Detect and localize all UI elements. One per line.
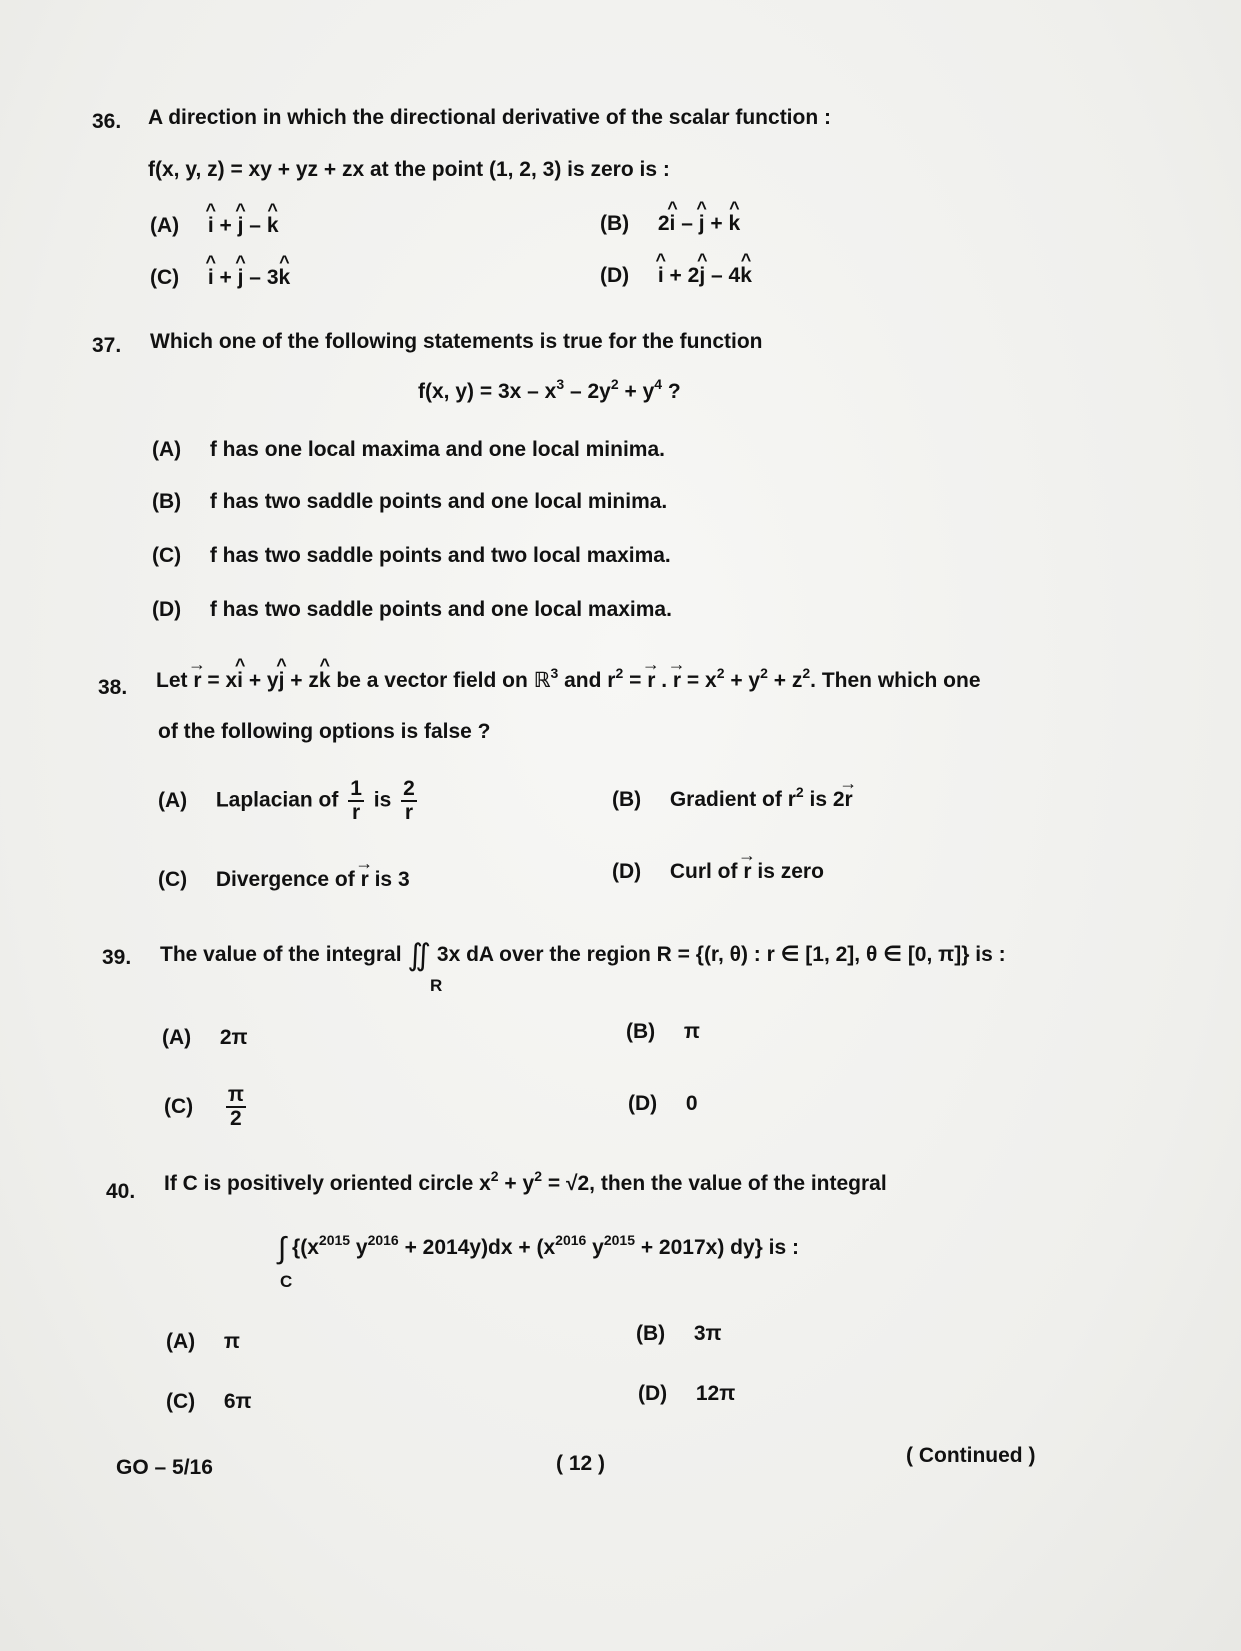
q36-option-c-label: (C): [150, 266, 180, 289]
q39-option-b: [626, 1020, 700, 1044]
q36-option-a-expr: ^ i + ^ j – ^ k: [208, 214, 279, 237]
q40-option-b-label: (B): [636, 1322, 666, 1345]
q39-integral-region: R: [430, 976, 443, 995]
q37-option-a: [152, 438, 665, 462]
q36-option-c: [150, 266, 290, 290]
q38-option-c: (C) Divergence of → r is 3: [158, 868, 410, 892]
q37-option-b-label: (B): [152, 490, 182, 513]
q37-number: 37.: [92, 334, 122, 357]
q37-option-b: [152, 490, 667, 514]
q37-option-a-label: (A): [152, 438, 182, 461]
q40-option-d: [638, 1382, 735, 1406]
q37-option-d-text: f has two saddle points and one local maxima.: [209, 598, 672, 621]
q39-option-c-frac: $\frac{\pi}{2}$: [227, 1083, 244, 1131]
q39-option-d-label: (D): [628, 1092, 658, 1115]
q36-option-d: [600, 264, 752, 288]
q40-integral: ∫ {($x^{2015}$ $y^{2016} + 2014y)dx + (x^{2016}$ $y^{2015} + 2017x$) dy} is :: [278, 1232, 800, 1265]
q39-stem-text: The value of the integral: [160, 943, 402, 966]
q36-option-c-expr: ^ i + ^ j – 3^ k: [208, 266, 290, 289]
q36-option-d-expr: ^ i + 2^ j – 4^ k: [658, 264, 752, 287]
q39-option-a-text: 2π: [219, 1026, 248, 1049]
q38-stem: Let → r = x^ i + y^ j + z^ k be a vector field on ℝ$^3$ and $r^2$ = → r . → $r = x^2 + y^2 + z^2$. Then which one: [156, 668, 981, 693]
q39-option-a-label: (A): [162, 1026, 192, 1049]
q38-option-a-label: (A): [158, 788, 188, 812]
q36-number: 36.: [92, 110, 122, 133]
q37-option-a-text: f has one local maxima and one local minima.: [209, 438, 665, 461]
page-number: ( 12 ): [556, 1452, 606, 1475]
q37-option-d-label: (D): [152, 598, 182, 621]
q39-option-d: [628, 1092, 698, 1116]
paper-code: GO – 5/16: [116, 1456, 213, 1479]
q38-number: 38.: [98, 676, 128, 699]
q37-option-c: [152, 544, 671, 568]
q39-option-a: [162, 1026, 248, 1050]
q40-number: 40.: [106, 1180, 136, 1203]
q36-option-b-label: (B): [600, 212, 630, 235]
q40-option-d-label: (D): [638, 1382, 668, 1405]
q38-option-b-text: Gradient of: [669, 788, 782, 811]
q36-option-b-expr: 2^ i – ^ j + ^ k: [658, 212, 740, 235]
q40-option-c-label: (C): [166, 1390, 196, 1413]
q40-option-a-label: (A): [166, 1330, 196, 1353]
q36-stem2: f(x, y, z) = xy + yz + zx at the point (1, 2, 3) is zero is :: [148, 158, 670, 181]
integral-icon: ∫: [278, 1232, 287, 1265]
q39-option-b-text: π: [683, 1020, 700, 1043]
continued-note: ( Continued ): [906, 1444, 1036, 1467]
q37-option-c-text: f has two saddle points and two local maxima.: [209, 544, 671, 567]
q37-option-d: [152, 598, 672, 622]
q36-option-b: [600, 212, 740, 236]
q40-integral-contour: C: [280, 1272, 293, 1291]
q38-option-d-text: Curl of: [669, 860, 738, 883]
q40-option-d-text: 12π: [695, 1382, 736, 1405]
q37-stem: Which one of the following statements is true for the function: [150, 330, 763, 353]
q40-stem-text: If C is positively oriented circle: [164, 1172, 474, 1195]
q36-option-a-label: (A): [150, 214, 180, 237]
q38-option-a-frac2: $\frac{2}{r}$: [403, 777, 415, 825]
q38-option-a-frac1: $\frac{1}{r}$: [350, 777, 362, 825]
q38-stem2: of the following options is false ?: [158, 720, 491, 743]
q39-option-c-label: (C): [164, 1094, 194, 1118]
q40-option-a: [166, 1330, 240, 1354]
q38-option-c-label: (C): [158, 868, 188, 891]
q38-option-d-label: (D): [612, 860, 642, 883]
q37-function: f(x, $y) = 3x - x^3 - 2y^2 + y^4$ ?: [418, 376, 681, 403]
q39-number: 39.: [102, 946, 132, 969]
q39-option-b-label: (B): [626, 1020, 656, 1043]
q38-option-a: (A) Laplacian of $\frac{1}{r}$ is $\frac{2}{r}$: [158, 777, 415, 825]
q36-stem: A direction in which the directional derivative of the scalar function :: [148, 106, 832, 129]
double-integral-icon: ∬: [407, 939, 432, 972]
q37-option-b-text: f has two saddle points and one local minima.: [209, 490, 668, 513]
q39-stem: The value of the integral ∬ 3x dA over the region R = {(r, θ) : r ∈ [1, 2], θ ∈ [0, π]} is :: [160, 939, 1006, 972]
q40-option-c-text: 6π: [223, 1390, 252, 1413]
q38-option-a-text: Laplacian of: [215, 788, 339, 812]
q36-option-a: [150, 214, 279, 238]
q40-option-a-text: π: [223, 1330, 240, 1353]
q38-option-b-label: (B): [612, 788, 642, 811]
q38-option-d: (D) Curl of → r is zero: [612, 860, 824, 884]
q38-option-c-text: Divergence of: [215, 868, 355, 891]
q40-option-b-text: 3π: [693, 1322, 722, 1345]
q40-option-c: [166, 1390, 252, 1414]
q40-stem: If C is positively oriented circle $x^2 + y^2 = √2$, then the value of the integral: [164, 1168, 887, 1195]
q38-option-b: (B) Gradient of $r^2$ is 2→ r: [612, 788, 853, 812]
q37-option-c-label: (C): [152, 544, 182, 567]
q39-option-c: [164, 1084, 250, 1130]
q36-option-d-label: (D): [600, 264, 630, 287]
q39-option-d-text: 0: [685, 1092, 698, 1115]
q40-option-b: [636, 1322, 722, 1346]
